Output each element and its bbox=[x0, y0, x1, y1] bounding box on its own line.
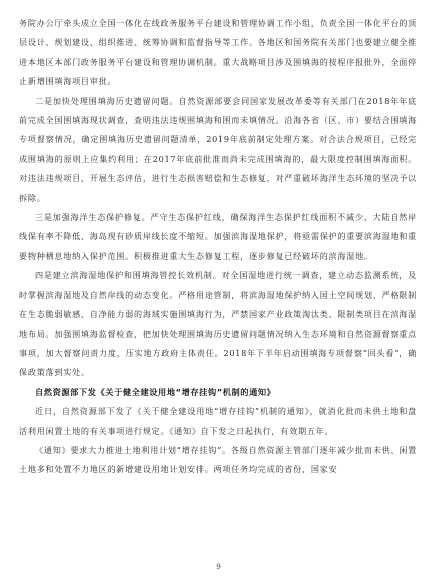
body-paragraph-6: 《通知》要求大力推进土地利用计划“增存挂钩”。各级自然资源主管部门逐年减少批而未供、闲置土地多和处置不力地区的新增建设用地计划安排。两项任务均完成的省份，国家安 bbox=[19, 444, 417, 475]
body-paragraph-5: 近日，自然资源部下发了《关于健全建设用地“增存挂钩”机制的通知》，就消化批而未供土地和盘活利用闲置土地的有关事项进行规定。《通知》自下发之日起执行，有效期五年。 bbox=[19, 406, 417, 436]
section-heading: 自然资源部下发《关于健全建设用地“增存挂钩”机制的通知》 bbox=[35, 386, 276, 397]
body-paragraph-1: 务院办公厅牵头成立全国一体化在线政务服务平台建设和管理协调工作小组，负责全国一体化平台的顶层设计、规划建设、组织推进、统筹协调和监督指导等工作。各地区和国务院有关部门也要建立健全推进本地区本部门政务服务平台建设和管理协调机制。重大战略项目涉及围填海的按程序报批外，全面停止新增围填海项目审批。 bbox=[19, 18, 417, 87]
body-paragraph-3: 三是加强海洋生态保护修复。严守生态保护红线，确保海洋生态保护红线面积不减少、大陆自然岸线保有率不降低、海岛现有砂质岸线长度不缩短。加强滨海湿地保护，将亟需保护的重要滨海湿地和重要物种栖息地纳入保护范围。积极推进重大生态修复工程，逐步修复已经破坏的滨海湿地。 bbox=[19, 212, 417, 261]
body-paragraph-2: 二是加快处理围填海历史遗留问题。自然资源部要会同国家发展改革委等有关部门在2018年年底前完成全国围填海现状调查，查明违法违规围填海和围而未填情况。沿海各省（区、市）要结合围填海专项督察情况，确定围填海历史遗留问题清单，2019年底前制定处理方案。对合法合规项目，已经完成围填海的原则上应集约利用；在2017年底前批准而尚未完成围填海的，最大限度控制围填海面积。对违法违规项目，开展生态评估，进行生态损害赔偿和生态修复，对严重破坏海洋生态环境的坚决予以拆除。 bbox=[19, 95, 417, 203]
body-paragraph-4: 四是建立滨海湿地保护和围填海管控长效机制。对全国湿地进行统一调查，建立动态监测系统，及时掌握滨海湿地及自然岸线的动态变化。严格用途管制，将滨海湿地保护纳入国土空间规划，严格限制在生态脆弱敏感、自净能力弱的海域实施围填海行为，严禁国家产业政策淘汰类、限制类项目在滨海湿地布局。加强围填海监督检查，把加快处理围填海历史遗留问题情况纳入生态环境和自然资源督察重点事项，加大督察问责力度，压实地方政府主体责任。2018年下半年启动围填海专项督察“回头看”，确保政策落到实处。 bbox=[19, 270, 417, 378]
page-number: 9 bbox=[216, 563, 221, 571]
